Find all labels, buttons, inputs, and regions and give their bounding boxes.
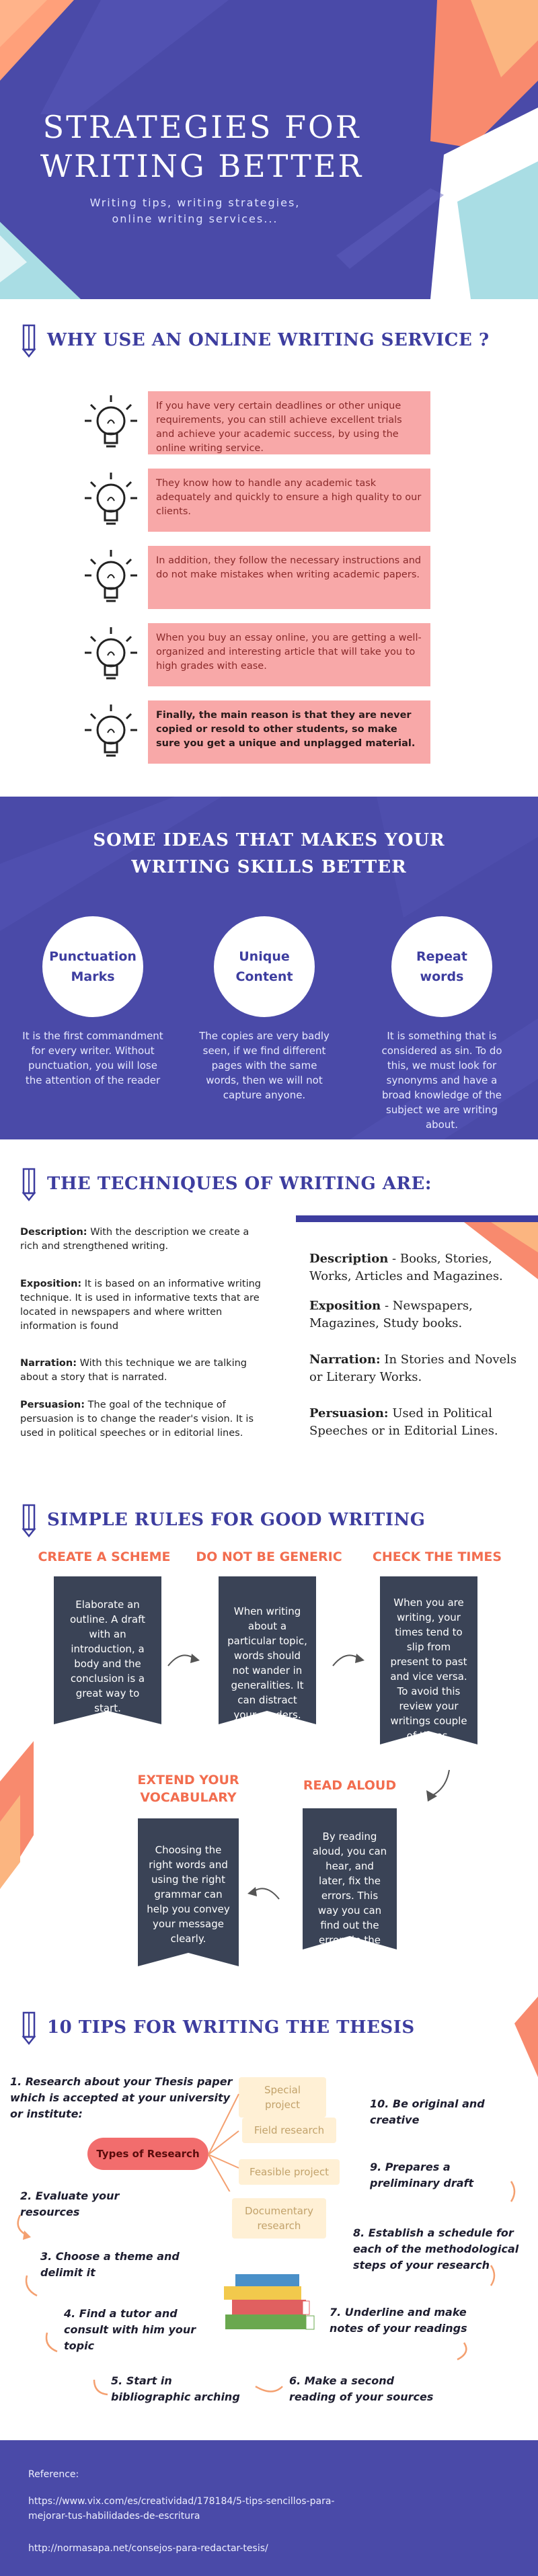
reference-link-line2[interactable]: mejorar-tus-habilidades-de-escritura bbox=[28, 2511, 200, 2522]
rule-text: When writing about a particular topic, words should not wander in generalities. It can distract your readers. bbox=[227, 1605, 307, 1721]
technique-term: Description: bbox=[20, 1227, 87, 1238]
why-item-text: They know how to handle any academic task adequately and quickly to ensure a high quality to our clients. bbox=[148, 469, 430, 532]
ideas-section bbox=[0, 797, 538, 1139]
pencil-icon bbox=[20, 1166, 38, 1201]
rule-text: When you are writing, your times tend to slip from present to past and vice versa. To avoid this review your writings couple of times. bbox=[390, 1597, 467, 1742]
tip-arrows bbox=[0, 2084, 538, 2400]
rule-title-line2: VOCABULARY bbox=[140, 1790, 237, 1805]
example-item bbox=[309, 1297, 531, 1332]
tip-4: 4. Find a tutor and consult with him your topic bbox=[64, 2307, 196, 2352]
why-item-text: In addition, they follow the necessary instructions and do not make mistakes when writing academic papers. bbox=[148, 546, 430, 609]
idea-text: The copies are very badly seen, if we find different pages with the same words, then we will not capture anyone. bbox=[199, 1030, 330, 1101]
example-item bbox=[309, 1250, 531, 1285]
rule-text: Elaborate an outline. A draft with an introduction, a body and the conclusion is a great way to start. bbox=[70, 1599, 145, 1714]
hero-subtitle-line2: online writing services... bbox=[112, 212, 278, 225]
why-item bbox=[81, 623, 430, 686]
hero-banner bbox=[0, 0, 538, 299]
idea-title-line2: Content bbox=[235, 969, 293, 984]
example-item bbox=[309, 1351, 531, 1386]
reference-label: Reference: bbox=[28, 2469, 79, 2480]
research-tag: Documentary research bbox=[232, 2198, 326, 2239]
idea-title-line1: Repeat bbox=[416, 949, 467, 964]
ideas-title-line2: WRITING SKILLS BETTER bbox=[131, 857, 407, 877]
idea-circle-repeat bbox=[391, 916, 492, 1017]
rule-text: By reading aloud, you can hear, and later, fix the errors. This way you can find out the errors in the sentences. bbox=[312, 1830, 387, 1961]
hero-title bbox=[20, 108, 383, 186]
why-item-text: If you have very certain deadlines or other unique requirements, you can still achieve excellent trials and achieve your academic success, by using the online writing service. bbox=[148, 391, 430, 454]
techniques-title: THE TECHNIQUES OF WRITING ARE: bbox=[47, 1174, 432, 1194]
tip-8: 8. Establish a schedule for each of the methodological steps of your research bbox=[353, 2226, 519, 2271]
technique-item bbox=[20, 1277, 269, 1334]
pencil-icon bbox=[20, 323, 38, 358]
reference-link[interactable]: http://normasapa.net/consejos-para-redactar-tesis/ bbox=[28, 2543, 268, 2554]
tip-5: 5. Start in bibliographic arching bbox=[111, 2374, 240, 2403]
types-of-research-pill: Types of Research bbox=[87, 2138, 208, 2170]
rule-title: CREATE A SCHEME bbox=[38, 1549, 171, 1564]
down-left-arrow-icon bbox=[422, 1767, 456, 1807]
rule-title: DO NOT BE GENERIC bbox=[196, 1549, 342, 1564]
idea-title-line2: words bbox=[420, 969, 464, 984]
idea-title-line1: Punctuation bbox=[49, 949, 137, 964]
technique-item bbox=[20, 1357, 269, 1385]
tips-heading bbox=[20, 2010, 415, 2045]
tip-3: 3. Choose a theme and delimit it bbox=[40, 2250, 180, 2279]
rule-title: READ ALOUD bbox=[303, 1778, 397, 1793]
technique-item bbox=[20, 1398, 269, 1441]
example-text: Used in Political Speeches or in Editorial Lines. bbox=[309, 1406, 498, 1438]
rules-heading bbox=[20, 1502, 425, 1537]
why-item bbox=[81, 391, 430, 454]
rule-text: Choosing the right words and using the right grammar can help you convey your message clearly. bbox=[147, 1844, 230, 1945]
tip-6: 6. Make a second reading of your sources bbox=[289, 2374, 434, 2403]
research-tag: Special project bbox=[239, 2077, 326, 2118]
research-tag: Feasible project bbox=[239, 2159, 340, 2185]
curved-arrow-icon bbox=[330, 1646, 370, 1673]
technique-text: The goal of the technique of persuasion is to change the reader's vision. It is used in political speeches or in editorial lines. bbox=[20, 1400, 254, 1439]
hero-subtitle-line1: Writing tips, writing strategies, bbox=[89, 196, 301, 209]
lightbulb-icon bbox=[81, 546, 147, 609]
idea-text: It is something that is considered as sin. To do this, we must look for synonyms and have a broad knowledge of the subject we are writing about. bbox=[381, 1030, 502, 1131]
idea-circle-unique bbox=[214, 916, 315, 1017]
example-item bbox=[309, 1405, 531, 1440]
tip-10: 10. Be original and creative bbox=[370, 2097, 485, 2126]
tip-9: 9. Prepares a preliminary draft bbox=[370, 2161, 474, 2189]
why-item-text: When you buy an essay online, you are getting a well-organized and interesting article that will take you to high grades with ease. bbox=[148, 623, 430, 686]
why-title: WHY USE AN ONLINE WRITING SERVICE ? bbox=[47, 330, 490, 350]
idea-circle-punctuation bbox=[42, 916, 143, 1017]
example-term: Exposition bbox=[309, 1299, 381, 1313]
reference-link-line1[interactable]: https://www.vix.com/es/creatividad/178184/5-tips-sencillos-para- bbox=[28, 2496, 335, 2507]
technique-item bbox=[20, 1225, 269, 1254]
why-item-text: Finally, the main reason is that they are never copied or resold to other students, so make sure you get a unique and unplagged material. bbox=[148, 700, 430, 764]
lightbulb-icon bbox=[81, 623, 147, 686]
curved-left-arrow-icon bbox=[242, 1879, 282, 1906]
rule-title-line1: EXTEND YOUR bbox=[137, 1773, 239, 1787]
example-text: - Books, Stories, Works, Articles and Magazines. bbox=[309, 1252, 503, 1283]
technique-term: Exposition: bbox=[20, 1279, 82, 1289]
techniques-heading bbox=[20, 1166, 432, 1201]
hero-subtitle bbox=[67, 195, 323, 227]
rules-title: SIMPLE RULES FOR GOOD WRITING bbox=[47, 1510, 426, 1530]
rule-title bbox=[118, 1771, 259, 1806]
technique-text: With the description we create a rich and strengthened writing. bbox=[20, 1227, 249, 1252]
tips-title: 10 TIPS FOR WRITING THE THESIS bbox=[47, 2017, 415, 2038]
hero-title-line1: STRATEGIES FOR bbox=[42, 109, 361, 145]
research-tag: Field research bbox=[242, 2118, 336, 2143]
pencil-icon bbox=[20, 1502, 38, 1537]
footer bbox=[0, 2440, 538, 2576]
example-term: Description bbox=[309, 1252, 389, 1266]
technique-text: With this technique we are talking about a story that is narrated. bbox=[20, 1358, 247, 1383]
lightbulb-icon bbox=[81, 469, 147, 532]
idea-title-line2: Marks bbox=[71, 969, 115, 984]
example-term: Persuasion: bbox=[309, 1406, 389, 1420]
technique-text: It is based on an informative writing technique. It is used in informative texts that are located in newspapers and where written information is found bbox=[20, 1279, 261, 1332]
ideas-title bbox=[67, 827, 471, 881]
why-item bbox=[81, 546, 430, 609]
lightbulb-icon bbox=[81, 700, 147, 764]
curved-arrow-icon bbox=[165, 1646, 205, 1673]
technique-term: Narration: bbox=[20, 1358, 77, 1369]
why-item bbox=[81, 700, 430, 764]
example-text: In Stories and Novels or Literary Works. bbox=[309, 1353, 517, 1384]
why-heading bbox=[20, 323, 490, 358]
lightbulb-icon bbox=[81, 391, 147, 454]
technique-term: Persuasion: bbox=[20, 1400, 85, 1410]
ideas-title-line1: SOME IDEAS THAT MAKES YOUR bbox=[93, 830, 445, 850]
rule-title: CHECK THE TIMES bbox=[372, 1549, 502, 1564]
tip-1: 1. Research about your Thesis paper which is accepted at your university or institute: bbox=[10, 2075, 233, 2120]
example-text: - Newspapers, Magazines, Study books. bbox=[309, 1299, 473, 1330]
idea-title-line1: Unique bbox=[239, 949, 290, 964]
tip-2: 2. Evaluate your resources bbox=[20, 2189, 120, 2218]
idea-text: It is the first commandment for every writer. Without punctuation, you will lose the attention of the reader bbox=[22, 1030, 163, 1086]
example-term: Narration: bbox=[309, 1353, 381, 1367]
why-item bbox=[81, 469, 430, 532]
hero-title-line2: WRITING BETTER bbox=[40, 148, 364, 184]
reference-link[interactable] bbox=[28, 2494, 334, 2524]
pencil-icon bbox=[20, 2010, 38, 2045]
tip-7: 7. Underline and make notes of your readings bbox=[330, 2306, 467, 2335]
books-icon bbox=[219, 2262, 319, 2343]
